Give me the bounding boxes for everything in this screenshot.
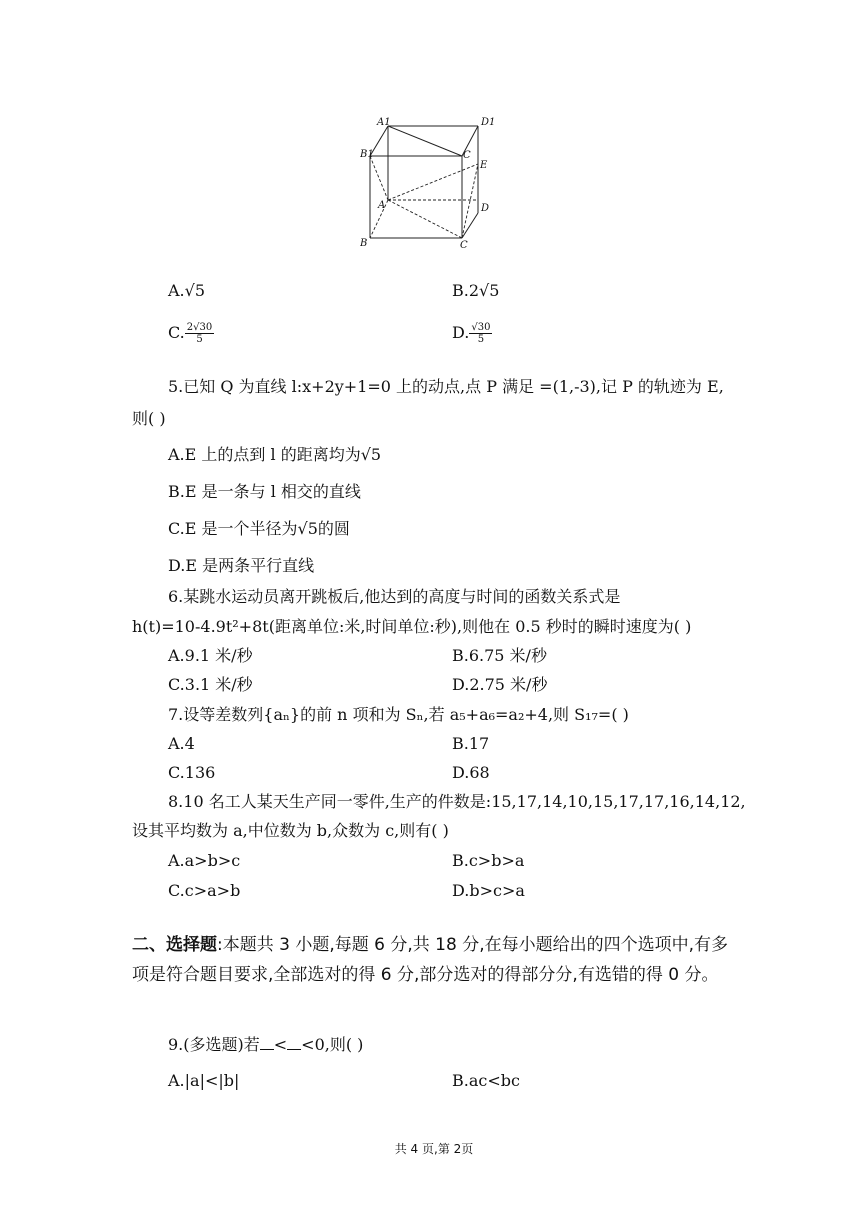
q4-option-d-den: 5	[477, 334, 485, 345]
q6-stem-line2: h(t)=10-4.9t²+8t(距离单位:米,时间单位:秒),则他在 0.5 秒时的瞬时速度为( )	[132, 617, 692, 636]
q5-stem-line2: 则( )	[132, 409, 166, 428]
q9-stem	[168, 1034, 363, 1056]
q7-option-a: A.4	[168, 734, 195, 753]
q8-option-c: C.c>a>b	[168, 881, 241, 900]
q4-option-c-num: 2√30	[186, 322, 213, 333]
q8-option-a: A.a>b>c	[168, 851, 241, 870]
q4-option-c-den: 5	[196, 334, 203, 345]
q5-option-b: B.E 是一条与 l 相交的直线	[168, 482, 361, 501]
label-c1: C	[463, 150, 471, 161]
q8-option-d: D.b>c>a	[452, 881, 525, 900]
q4-option-d-prefix: D.	[452, 323, 470, 342]
label-a: A	[378, 200, 386, 211]
q6-option-d: D.2.75 米/秒	[452, 675, 548, 694]
q5-option-d: D.E 是两条平行直线	[168, 556, 315, 575]
q8-stem-line1: 8.10 名工人某天生产同一零件,生产的件数是:15,17,14,10,15,17,17,16,14,12,	[168, 792, 746, 811]
q9-frac-2	[287, 1041, 301, 1050]
label-c: C	[460, 240, 468, 251]
label-d1: D1	[481, 117, 496, 128]
page-footer: 共 4 页,第 2页	[394, 1142, 474, 1156]
q4-option-b: B.2√5	[452, 281, 500, 300]
q8-stem-line2: 设其平均数为 a,中位数为 b,众数为 c,则有( )	[132, 821, 449, 840]
q9-stem-b: <	[273, 1035, 288, 1054]
label-d: D	[481, 203, 490, 214]
q9-option-a: A.|a|<|b|	[168, 1071, 240, 1090]
q4-option-c	[168, 322, 214, 345]
q8-option-b: B.c>b>a	[452, 851, 525, 870]
q7-option-b: B.17	[452, 734, 490, 753]
q9-stem-c: <0,则( )	[301, 1035, 364, 1054]
section2-heading	[132, 930, 736, 990]
q6-option-a: A.9.1 米/秒	[168, 646, 253, 665]
label-b: B	[360, 238, 368, 249]
q4-option-d-fraction	[469, 322, 492, 345]
q9-frac-1	[260, 1041, 274, 1050]
q6-option-c: C.3.1 米/秒	[168, 675, 253, 694]
q9-stem-a: 9.(多选题)若	[168, 1035, 260, 1054]
label-b1: B1	[360, 149, 374, 160]
q7-option-d: D.68	[452, 763, 490, 782]
label-e: E	[480, 160, 488, 171]
q5-option-a: A.E 上的点到 l 的距离均为√5	[168, 445, 382, 464]
q4-option-d	[452, 322, 492, 345]
section2-title: 二、选择题	[132, 935, 217, 955]
q5-stem-line1: 5.已知 Q 为直线 l:x+2y+1=0 上的动点,点 P 满足 =(1,-3),记 P 的轨迹为 E,	[168, 377, 724, 396]
q7-stem: 7.设等差数列{aₙ}的前 n 项和为 Sₙ,若 a₅+a₆=a₂+4,则 S₁₇=( )	[168, 705, 629, 724]
q6-stem-line1: 6.某跳水运动员离开跳板后,他达到的高度与时间的函数关系式是	[168, 587, 621, 606]
cuboid-figure	[360, 110, 520, 258]
q4-option-a: A.√5	[168, 281, 206, 300]
q9-option-b: B.ac<bc	[452, 1071, 520, 1090]
q7-option-c: C.136	[168, 763, 216, 782]
q4-option-d-num: √30	[471, 322, 491, 333]
q5-option-c: C.E 是一个半径为√5的圆	[168, 519, 350, 538]
label-a1: A1	[377, 117, 391, 128]
q4-option-c-prefix: C.	[168, 323, 185, 342]
section2-text: :本题共 3 小题,每题 6 分,共 18 分,在每小题给出的四个选项中,有多项是符合题目要求,全部选对的得 6 分,部分选对的得部分分,有选错的得 0 分。	[132, 935, 729, 985]
q6-option-b: B.6.75 米/秒	[452, 646, 547, 665]
q4-option-c-fraction	[185, 322, 214, 345]
